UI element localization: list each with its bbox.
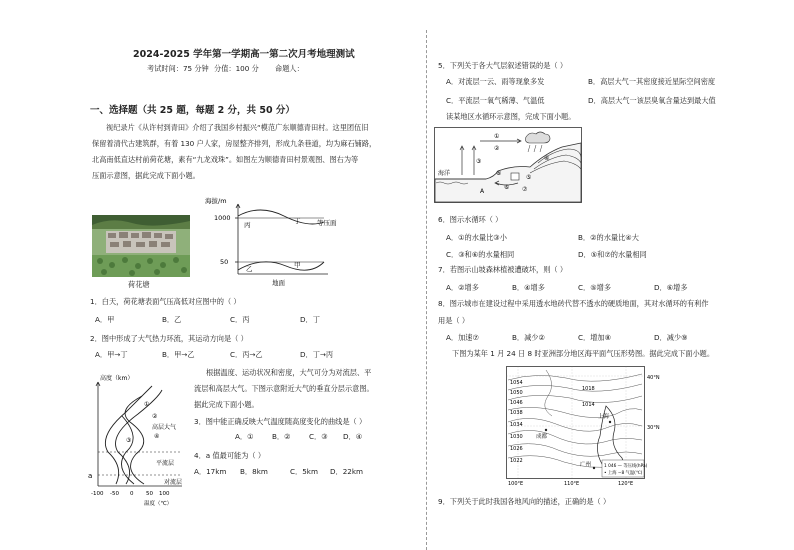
q6-option[interactable]: D．⑤和⑦的水量相同 bbox=[578, 250, 647, 259]
q3-option[interactable]: D．④ bbox=[343, 432, 363, 441]
q6-option[interactable]: B．②的水量比④大 bbox=[578, 233, 639, 242]
village-photo bbox=[92, 215, 190, 277]
q1-option[interactable]: A．甲 bbox=[95, 315, 115, 324]
exam-time: 考试时间：75 分钟 bbox=[147, 64, 209, 73]
point-yi: 乙 bbox=[246, 265, 253, 273]
q8-stem-cont: 用是（ ） bbox=[438, 316, 470, 325]
q6-option[interactable]: A．①的水量比③小 bbox=[446, 233, 507, 242]
point-bing: 丙 bbox=[244, 221, 251, 229]
pressure-map bbox=[506, 366, 666, 486]
q1-option[interactable]: D．丁 bbox=[300, 315, 320, 324]
q8-option[interactable]: A．加速⑦ bbox=[446, 333, 479, 342]
isobar-value: 1022 bbox=[510, 458, 523, 464]
cycle-label: ④ bbox=[544, 155, 550, 162]
y-tick: 1000 bbox=[214, 214, 231, 222]
cycle-label: ⑥ bbox=[504, 184, 510, 191]
y-tick: 50 bbox=[220, 258, 229, 266]
q8-option[interactable]: D．减少⑨ bbox=[654, 333, 688, 342]
q6-option[interactable]: C．③和⑥的水量相同 bbox=[446, 250, 515, 259]
isobar-value: 1026 bbox=[510, 446, 523, 452]
x-tick: 50 bbox=[146, 491, 153, 497]
q7-option[interactable]: C．⑤增多 bbox=[578, 283, 612, 292]
city-label: 广州 bbox=[580, 462, 592, 468]
cycle-label: ② bbox=[494, 145, 500, 152]
q5-option[interactable]: C．平流层一氧气稀薄、气温低 bbox=[446, 96, 545, 105]
point-ding: 丁 bbox=[294, 217, 301, 225]
isobar-label: 等压面 bbox=[317, 219, 337, 227]
q1-stem: 1．白天，荷花塘表面气压高低对应图中的（ ） bbox=[90, 297, 241, 306]
passage2-line: 流层和高层大气。下图示意附近大气的垂直分层示意图。 bbox=[194, 384, 374, 393]
q4-option[interactable]: A．17km bbox=[194, 467, 227, 476]
exam-title: 2024-2025 学年第一学期高一第二次月考地理测试 bbox=[133, 49, 355, 60]
q4-option[interactable]: D．22km bbox=[330, 467, 364, 476]
q4-stem: 4．a 值最可能为（ ） bbox=[194, 451, 266, 460]
q5-option[interactable]: D．高层大气一该层臭氧含量达到最大值 bbox=[588, 96, 716, 105]
city-label: 成都 bbox=[536, 434, 548, 440]
lat-label: 30°N bbox=[647, 425, 660, 431]
isobar-diagram bbox=[200, 192, 360, 290]
isobar-value: 1014 bbox=[582, 402, 595, 408]
curve-label: ② bbox=[152, 413, 158, 420]
layer-label: 高层大气 bbox=[152, 424, 177, 431]
q7-option[interactable]: B．④增多 bbox=[512, 283, 545, 292]
curve-label: ① bbox=[144, 401, 150, 408]
cycle-label: ⑧ bbox=[496, 170, 502, 177]
x-tick: 0 bbox=[130, 491, 134, 497]
map-legend: • 上海 −8 气温(℃) bbox=[604, 471, 643, 476]
layer-label: 平流层 bbox=[156, 460, 175, 467]
passage2-line: 根据温度、运动状况和密度，大气可分为对流层、平 bbox=[206, 368, 372, 377]
x-axis-label: 温度（℃） bbox=[144, 501, 173, 507]
read-figure-prompt: 读某地区水循环示意图，完成下面小题。 bbox=[446, 112, 576, 121]
isobar-value: 1050 bbox=[510, 390, 523, 396]
section-heading: 一、选择题（共 25 题，每题 2 分，共 50 分） bbox=[90, 105, 295, 116]
q5-option[interactable]: B．高层大气一其密度接近星际空间密度 bbox=[588, 77, 716, 86]
photo-caption: 荷花塘 bbox=[128, 280, 150, 289]
q7-option[interactable]: D．⑥增多 bbox=[654, 283, 688, 292]
q1-option[interactable]: C．丙 bbox=[230, 315, 250, 324]
q2-option[interactable]: C．丙→乙 bbox=[230, 350, 263, 359]
point-jia: 甲 bbox=[294, 261, 301, 269]
curve-label: ④ bbox=[154, 433, 160, 440]
q9-stem: 9．下列关于此时我国各地风向的描述，正确的是（ ） bbox=[438, 497, 611, 506]
water-cycle-diagram bbox=[434, 127, 582, 203]
map-legend: 1 046 — 等压线(hPa) bbox=[604, 464, 648, 469]
q7-option[interactable]: A．②增多 bbox=[446, 283, 479, 292]
q1-option[interactable]: B．乙 bbox=[162, 315, 182, 324]
atmosphere-diagram bbox=[86, 372, 188, 510]
isobar-value: 1038 bbox=[510, 410, 523, 416]
cycle-label: ⑤ bbox=[526, 174, 532, 181]
cycle-label: ③ bbox=[476, 158, 482, 165]
q8-stem: 8．图示城市在建设过程中采用透水地砖代替不透水的硬质地面，其对水循环的有利作 bbox=[438, 299, 709, 308]
q2-option[interactable]: B．甲→乙 bbox=[162, 350, 195, 359]
q8-option[interactable]: C．增加⑧ bbox=[578, 333, 612, 342]
q2-option[interactable]: A．甲→丁 bbox=[95, 350, 128, 359]
sea-label: 海洋 bbox=[438, 170, 451, 177]
curve-label: ③ bbox=[126, 437, 132, 444]
q3-option[interactable]: C．③ bbox=[309, 432, 328, 441]
q4-option[interactable]: C．5km bbox=[290, 467, 318, 476]
intro-line: 保留着清代古建筑群，有着 130 户人家，房屋整齐排列，形成九条巷道，均为麻石铺路， bbox=[92, 139, 377, 148]
x-tick: 100 bbox=[159, 491, 170, 497]
q7-stem: 7．若图示山坡森林植被遭破坏，则（ ） bbox=[438, 265, 568, 274]
q3-option[interactable]: A．① bbox=[235, 432, 254, 441]
x-tick: -50 bbox=[110, 491, 119, 497]
lon-label: 100°E bbox=[508, 481, 524, 486]
q5-option[interactable]: A．对流层一云、雨等现象多发 bbox=[446, 77, 545, 86]
q6-stem: 6．图示水循环（ ） bbox=[438, 215, 503, 224]
column-divider bbox=[426, 30, 427, 550]
q4-option[interactable]: B．8km bbox=[240, 467, 268, 476]
isobar-value: 1018 bbox=[582, 386, 595, 392]
x-axis-label: 地面 bbox=[272, 279, 285, 287]
lat-label: 40°N bbox=[647, 375, 660, 381]
author: 命题人： bbox=[275, 64, 304, 73]
full-score: 分值：100 分 bbox=[214, 64, 259, 73]
cycle-label: ① bbox=[494, 133, 500, 140]
intro-line: 北高南低直达村前荷花塘，素有“九龙戏珠”。如图左为顺德青田村景观图、图右为等 bbox=[92, 155, 359, 164]
y-axis-label: 高度（km） bbox=[100, 375, 134, 382]
q5-stem: 5．下列关于各大气层叙述错误的是（ ） bbox=[438, 61, 568, 70]
cycle-label: A bbox=[480, 188, 485, 195]
lon-label: 110°E bbox=[564, 481, 580, 486]
cycle-label: ⑦ bbox=[522, 186, 528, 193]
q3-stem: 3．图中能正确反映大气温度随高度变化的曲线是（ ） bbox=[194, 417, 367, 426]
q3-option[interactable]: B．② bbox=[272, 432, 291, 441]
y-axis-label: 海拔/m bbox=[205, 197, 227, 205]
x-tick: -100 bbox=[91, 491, 104, 497]
intro-line: 视纪录片《从许村到青田》介绍了我国乡村振兴“模范广东顺德青田村。这里团伍旧 bbox=[106, 123, 369, 132]
passage2-line: 据此完成下面小题。 bbox=[194, 400, 259, 409]
intro-line: 压面示意图，据此完成下面小题。 bbox=[92, 171, 200, 180]
isobar-value: 1030 bbox=[510, 434, 523, 440]
layer-label: 对流层 bbox=[164, 479, 183, 486]
q8-option[interactable]: B．减少② bbox=[512, 333, 545, 342]
a-label: a bbox=[88, 472, 93, 480]
q2-stem: 2．图中形成了大气热力环流，其运动方向是（ ） bbox=[90, 334, 248, 343]
isobar-value: 1046 bbox=[510, 400, 523, 406]
isobar-value: 1034 bbox=[510, 422, 523, 428]
city-label: 上海 bbox=[598, 414, 610, 420]
passage3: 下图为某年 1 月 24 日 8 时亚洲部分地区海平面气压形势图。据此完成下面小题。 bbox=[452, 349, 715, 358]
q2-option[interactable]: D．丁→丙 bbox=[300, 350, 334, 359]
lon-label: 120°E bbox=[618, 481, 634, 486]
isobar-value: 1054 bbox=[510, 380, 523, 386]
